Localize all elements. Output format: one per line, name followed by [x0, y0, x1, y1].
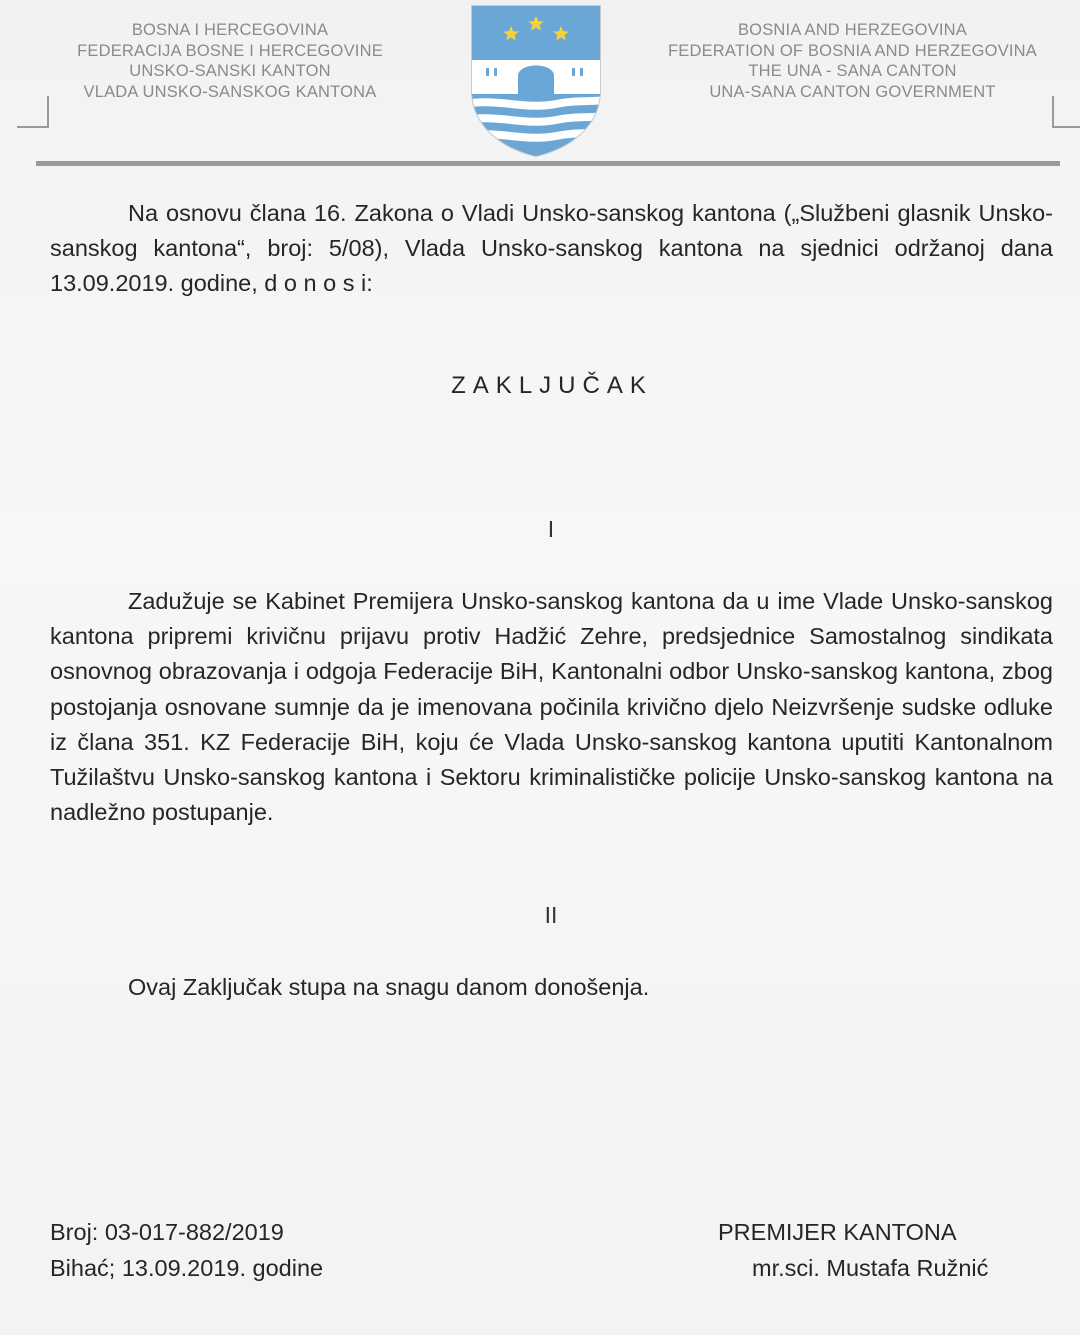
document-title: ZAKLJUČAK [451, 372, 653, 399]
letterhead-right-line-2: FEDERATION OF BOSNIA AND HERZEGOVINA [667, 41, 1038, 60]
footer-reference-block [50, 1214, 323, 1286]
section-number-1: I [547, 516, 555, 542]
signatory-title: PREMIJER KANTONA [718, 1219, 957, 1245]
section-number-2: II [544, 902, 558, 928]
letterhead-left-line-4: VLADA UNSKO-SANSKOG KANTONA [83, 82, 377, 101]
signature-block [700, 1214, 1040, 1286]
letterhead-left-line-2: FEDERACIJA BOSNE I HERCEGOVINE [77, 41, 383, 60]
signatory-name: mr.sci. Mustafa Ružnić [752, 1255, 989, 1281]
letterhead-right-line-3: THE UNA - SANA CANTON [748, 62, 957, 80]
place-and-date: Bihać; 13.09.2019. godine [50, 1255, 324, 1281]
intro-paragraph: Na osnovu člana 16. Zakona o Vladi Unsko-sanskog kantona („Službeni glasnik Unsko-sanskog kantona“, broj: 5/08), Vlada Unsko-sanskog kantona na sjednici održanoj dana 13.09.2019. godine, d o n o s i: [50, 200, 1053, 297]
letterhead-right [660, 20, 1045, 102]
letterhead-right-line-4: UNA-SANA CANTON GOVERNMENT [709, 82, 996, 101]
letterhead-right-line-1: BOSNIA AND HERZEGOVINA [737, 21, 968, 39]
una-sana-canton-coat-of-arms-icon [466, 2, 606, 158]
section-1-paragraph: Zadužuje se Kabinet Premijera Unsko-sanskog kantona da u ime Vlade Unsko-sanskog kantona pripremi krivičnu prijavu protiv Hadžić Zehre, predsjednice Samostalnog sindikata osnovnog obrazovanja i odgoja Federacije BiH, Kantonalni odbor Unsko-sanskog kantona, zbog postojanja osnovane sumnje da je imenovana počinila krivično djelo Neizvršenje sudske odluke iz člana 351. KZ Federacije BiH, koju će Vlada Unsko-sanskog kantona uputiti Kantonalnom Tužilaštvu Unsko-sanskog kantona i Sektoru kriminalističke policije Unsko-sanskog kantona na nadležno postupanje. [50, 588, 1053, 826]
letterhead-left [60, 20, 400, 102]
reference-number: Broj: 03-017-882/2019 [50, 1219, 284, 1245]
letterhead-left-line-1: BOSNA I HERCEGOVINA [131, 21, 329, 39]
letterhead-left-line-3: UNSKO-SANSKI KANTON [129, 62, 331, 80]
letterhead-divider [36, 161, 1060, 166]
margin-corner-mark-right [1052, 96, 1080, 128]
section-2-paragraph: Ovaj Zaključak stupa na snagu danom donošenja. [128, 974, 650, 1000]
margin-corner-mark-left [17, 96, 49, 128]
